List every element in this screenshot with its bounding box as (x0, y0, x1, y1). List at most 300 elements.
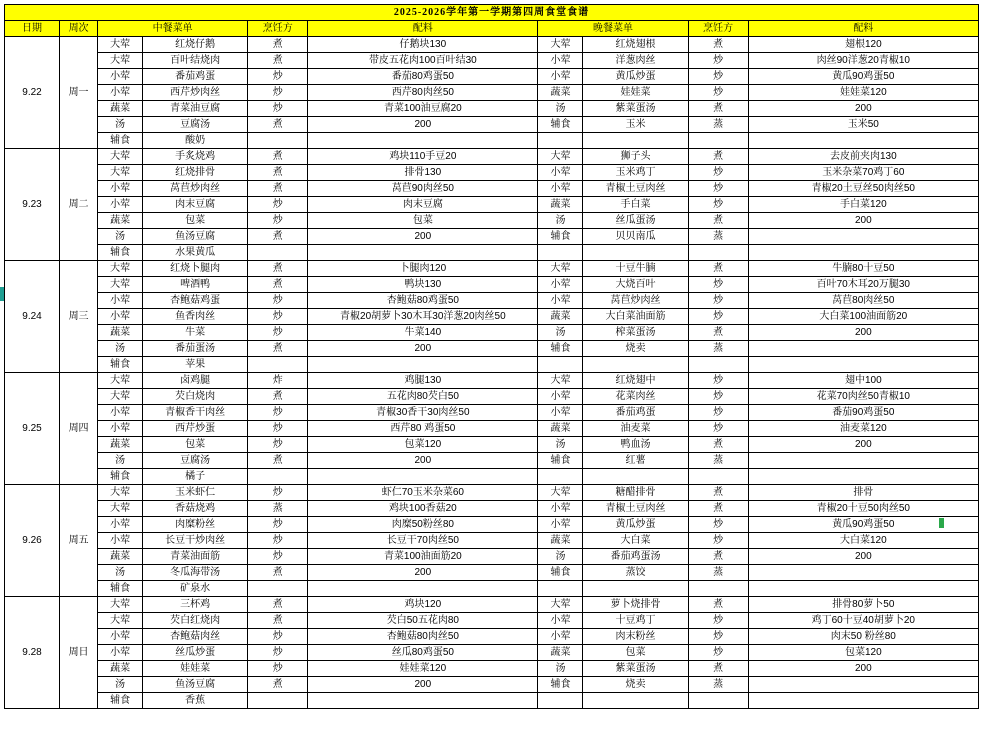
dinner-category-cell: 汤 (538, 661, 583, 677)
dinner-ingredients-cell: 牛腩80十豆50 (748, 261, 978, 277)
lunch-dish-cell: 红烧排骨 (143, 165, 248, 181)
table-row (5, 37, 979, 53)
lunch-cooking-method-cell: 煮 (248, 341, 308, 357)
lunch-cooking-method-cell: 煮 (248, 565, 308, 581)
table-row (5, 597, 979, 613)
dinner-ingredients-cell: 排骨 (748, 485, 978, 501)
dinner-ingredients-cell (748, 565, 978, 581)
dinner-dish-cell: 玉米鸡丁 (583, 165, 688, 181)
date-cell: 9.24 (5, 261, 60, 373)
lunch-category-cell: 汤 (98, 341, 143, 357)
dinner-cooking-method-cell: 炒 (688, 293, 748, 309)
lunch-cooking-method-cell: 煮 (248, 149, 308, 165)
lunch-cooking-method-cell: 煮 (248, 53, 308, 69)
lunch-category-cell: 蔬菜 (98, 549, 143, 565)
dinner-cooking-method-cell: 煮 (688, 437, 748, 453)
table-row (5, 101, 979, 117)
weekday-cell: 周一 (60, 37, 98, 149)
dinner-ingredients-cell: 翅中100 (748, 373, 978, 389)
date-cell: 9.23 (5, 149, 60, 261)
lunch-category-cell: 大荤 (98, 613, 143, 629)
lunch-ingredients-cell: 鸭块130 (308, 277, 538, 293)
lunch-category-cell: 大荤 (98, 373, 143, 389)
lunch-category-cell: 小荤 (98, 69, 143, 85)
dinner-cooking-method-cell: 炒 (688, 277, 748, 293)
date-cell: 9.28 (5, 597, 60, 709)
lunch-ingredients-cell: 娃娃菜120 (308, 661, 538, 677)
dinner-category-cell: 汤 (538, 101, 583, 117)
table-row (5, 677, 979, 693)
table-row (5, 181, 979, 197)
dinner-cooking-method-cell: 蒸 (688, 117, 748, 133)
lunch-category-cell: 小荤 (98, 533, 143, 549)
table-row (5, 149, 979, 165)
lunch-cooking-method-cell: 蒸 (248, 501, 308, 517)
dinner-cooking-method-cell: 炒 (688, 53, 748, 69)
dinner-dish-cell: 紫菜蛋汤 (583, 101, 688, 117)
dinner-category-cell: 辅食 (538, 453, 583, 469)
lunch-category-cell: 小荤 (98, 85, 143, 101)
lunch-category-cell: 大荤 (98, 261, 143, 277)
dinner-cooking-method-cell (688, 693, 748, 709)
lunch-category-cell: 汤 (98, 565, 143, 581)
dinner-cooking-method-cell: 炒 (688, 533, 748, 549)
table-row (5, 405, 979, 421)
dinner-ingredients-cell: 番茄90鸡蛋50 (748, 405, 978, 421)
dinner-cooking-method-cell: 煮 (688, 661, 748, 677)
menu-sheet (0, 4, 983, 734)
lunch-dish-cell: 番茄鸡蛋 (143, 69, 248, 85)
lunch-cooking-method-cell: 煮 (248, 677, 308, 693)
dinner-cooking-method-cell: 煮 (688, 37, 748, 53)
weekday-cell: 周四 (60, 373, 98, 485)
dinner-category-cell (538, 357, 583, 373)
dinner-category-cell: 蔬菜 (538, 645, 583, 661)
dinner-ingredients-cell: 花菜70肉丝50青椒10 (748, 389, 978, 405)
dinner-cooking-method-cell: 煮 (688, 213, 748, 229)
lunch-cooking-method-cell: 炒 (248, 405, 308, 421)
dinner-category-cell: 小荤 (538, 389, 583, 405)
lunch-cooking-method-cell: 炒 (248, 549, 308, 565)
dinner-dish-cell: 榨菜蛋汤 (583, 325, 688, 341)
dinner-dish-cell: 大白菜 (583, 533, 688, 549)
teal-row-marker (0, 287, 4, 301)
lunch-category-cell: 辅食 (98, 133, 143, 149)
dinner-cooking-method-cell: 炒 (688, 85, 748, 101)
dinner-dish-cell: 番茄鸡蛋汤 (583, 549, 688, 565)
lunch-cooking-method-cell: 煮 (248, 181, 308, 197)
dinner-category-cell: 大荤 (538, 149, 583, 165)
table-row (5, 229, 979, 245)
dinner-dish-cell: 萝卜烧排骨 (583, 597, 688, 613)
lunch-cooking-method-cell: 炒 (248, 69, 308, 85)
lunch-cooking-method-cell: 炒 (248, 101, 308, 117)
dinner-cooking-method-cell: 炒 (688, 517, 748, 533)
lunch-category-cell: 汤 (98, 229, 143, 245)
dinner-category-cell: 汤 (538, 325, 583, 341)
column-header: 烹饪方 (688, 21, 748, 37)
lunch-cooking-method-cell (248, 133, 308, 149)
dinner-dish-cell: 油麦菜 (583, 421, 688, 437)
table-row (5, 501, 979, 517)
lunch-cooking-method-cell: 炒 (248, 421, 308, 437)
lunch-ingredients-cell: 200 (308, 229, 538, 245)
date-cell: 9.26 (5, 485, 60, 597)
lunch-ingredients-cell: 青菜100油面筋20 (308, 549, 538, 565)
table-row (5, 213, 979, 229)
dinner-ingredients-cell (748, 677, 978, 693)
lunch-category-cell: 小荤 (98, 197, 143, 213)
dinner-cooking-method-cell: 蒸 (688, 341, 748, 357)
dinner-category-cell (538, 133, 583, 149)
dinner-dish-cell: 娃娃菜 (583, 85, 688, 101)
lunch-ingredients-cell: 200 (308, 341, 538, 357)
dinner-cooking-method-cell: 煮 (688, 549, 748, 565)
column-header: 配料 (308, 21, 538, 37)
lunch-dish-cell: 鱼汤豆腐 (143, 677, 248, 693)
lunch-dish-cell: 青椒香干肉丝 (143, 405, 248, 421)
dinner-cooking-method-cell (688, 133, 748, 149)
column-header: 周次 (60, 21, 98, 37)
lunch-ingredients-cell: 鸡块110手豆20 (308, 149, 538, 165)
lunch-ingredients-cell: 仔鹅块130 (308, 37, 538, 53)
lunch-dish-cell: 玉米虾仁 (143, 485, 248, 501)
dinner-ingredients-cell: 莴苣80肉丝50 (748, 293, 978, 309)
lunch-dish-cell: 杏鲍菇鸡蛋 (143, 293, 248, 309)
dinner-ingredients-cell: 大白菜100油面筋20 (748, 309, 978, 325)
dinner-dish-cell (583, 133, 688, 149)
dinner-category-cell: 蔬菜 (538, 197, 583, 213)
dinner-ingredients-cell: 黄瓜90鸡蛋50 (748, 517, 978, 533)
lunch-dish-cell: 矿泉水 (143, 581, 248, 597)
dinner-cooking-method-cell: 蒸 (688, 229, 748, 245)
lunch-cooking-method-cell (248, 693, 308, 709)
lunch-dish-cell: 酸奶 (143, 133, 248, 149)
lunch-category-cell: 蔬菜 (98, 213, 143, 229)
lunch-ingredients-cell: 莴苣90肉丝50 (308, 181, 538, 197)
lunch-dish-cell: 香菇烧鸡 (143, 501, 248, 517)
dinner-category-cell: 汤 (538, 437, 583, 453)
table-row (5, 277, 979, 293)
dinner-cooking-method-cell: 煮 (688, 101, 748, 117)
dinner-cooking-method-cell: 炒 (688, 69, 748, 85)
dinner-cooking-method-cell: 炒 (688, 309, 748, 325)
dinner-category-cell: 辅食 (538, 117, 583, 133)
table-row (5, 357, 979, 373)
table-row (5, 485, 979, 501)
dinner-cooking-method-cell (688, 469, 748, 485)
dinner-category-cell: 蔬菜 (538, 533, 583, 549)
lunch-category-cell: 辅食 (98, 245, 143, 261)
dinner-category-cell: 蔬菜 (538, 309, 583, 325)
table-row (5, 245, 979, 261)
dinner-ingredients-cell: 油麦菜120 (748, 421, 978, 437)
dinner-category-cell: 大荤 (538, 373, 583, 389)
dinner-cooking-method-cell: 煮 (688, 485, 748, 501)
table-row (5, 517, 979, 533)
green-cell-marker (939, 518, 944, 528)
lunch-ingredients-cell: 包菜120 (308, 437, 538, 453)
lunch-dish-cell: 包菜 (143, 437, 248, 453)
table-row (5, 661, 979, 677)
dinner-category-cell (538, 245, 583, 261)
dinner-category-cell: 汤 (538, 549, 583, 565)
lunch-cooking-method-cell: 煮 (248, 389, 308, 405)
dinner-ingredients-cell: 大白菜120 (748, 533, 978, 549)
lunch-dish-cell: 橘子 (143, 469, 248, 485)
lunch-category-cell: 汤 (98, 453, 143, 469)
lunch-category-cell: 大荤 (98, 149, 143, 165)
lunch-cooking-method-cell: 煮 (248, 165, 308, 181)
lunch-cooking-method-cell: 煮 (248, 613, 308, 629)
lunch-ingredients-cell (308, 469, 538, 485)
lunch-category-cell: 小荤 (98, 309, 143, 325)
dinner-ingredients-cell (748, 133, 978, 149)
dinner-dish-cell: 洋葱肉丝 (583, 53, 688, 69)
lunch-ingredients-cell (308, 357, 538, 373)
dinner-cooking-method-cell: 炒 (688, 613, 748, 629)
dinner-dish-cell: 十豆牛腩 (583, 261, 688, 277)
lunch-category-cell: 辅食 (98, 469, 143, 485)
lunch-cooking-method-cell (248, 245, 308, 261)
lunch-ingredients-cell: 卜腿肉120 (308, 261, 538, 277)
dinner-category-cell (538, 581, 583, 597)
dinner-ingredients-cell: 包菜120 (748, 645, 978, 661)
dinner-category-cell: 大荤 (538, 261, 583, 277)
date-cell: 9.25 (5, 373, 60, 485)
lunch-category-cell: 小荤 (98, 645, 143, 661)
lunch-category-cell: 小荤 (98, 629, 143, 645)
menu-table (4, 4, 979, 709)
dinner-ingredients-cell: 玉米50 (748, 117, 978, 133)
lunch-dish-cell: 长豆干炒肉丝 (143, 533, 248, 549)
lunch-ingredients-cell: 肉末豆腐 (308, 197, 538, 213)
dinner-dish-cell: 包菜 (583, 645, 688, 661)
table-row (5, 197, 979, 213)
lunch-dish-cell: 三杯鸡 (143, 597, 248, 613)
lunch-dish-cell: 卤鸡腿 (143, 373, 248, 389)
lunch-cooking-method-cell: 炒 (248, 309, 308, 325)
lunch-dish-cell: 鱼香肉丝 (143, 309, 248, 325)
lunch-ingredients-cell: 鸡块100香菇20 (308, 501, 538, 517)
lunch-dish-cell: 娃娃菜 (143, 661, 248, 677)
dinner-category-cell: 小荤 (538, 405, 583, 421)
lunch-ingredients-cell: 带皮五花肉100百叶结30 (308, 53, 538, 69)
dinner-category-cell: 辅食 (538, 565, 583, 581)
lunch-category-cell: 汤 (98, 117, 143, 133)
lunch-dish-cell: 肉末豆腐 (143, 197, 248, 213)
column-header: 配料 (748, 21, 978, 37)
table-row (5, 133, 979, 149)
dinner-dish-cell (583, 357, 688, 373)
dinner-ingredients-cell: 玉米杂菜70鸡丁60 (748, 165, 978, 181)
lunch-dish-cell: 青菜油豆腐 (143, 101, 248, 117)
dinner-category-cell: 小荤 (538, 293, 583, 309)
lunch-category-cell: 大荤 (98, 165, 143, 181)
dinner-category-cell: 小荤 (538, 53, 583, 69)
column-header: 中餐菜单 (98, 21, 248, 37)
table-row (5, 53, 979, 69)
dinner-dish-cell: 红烧翅根 (583, 37, 688, 53)
lunch-dish-cell: 芡白红烧肉 (143, 613, 248, 629)
lunch-category-cell: 蔬菜 (98, 325, 143, 341)
dinner-ingredients-cell: 200 (748, 325, 978, 341)
lunch-ingredients-cell: 鸡腿130 (308, 373, 538, 389)
lunch-cooking-method-cell: 炒 (248, 533, 308, 549)
lunch-cooking-method-cell: 煮 (248, 277, 308, 293)
dinner-cooking-method-cell: 炒 (688, 405, 748, 421)
lunch-cooking-method-cell: 炒 (248, 661, 308, 677)
lunch-category-cell: 辅食 (98, 357, 143, 373)
lunch-ingredients-cell (308, 693, 538, 709)
dinner-dish-cell: 贝贝南瓜 (583, 229, 688, 245)
dinner-dish-cell: 莴苣炒肉丝 (583, 293, 688, 309)
table-row (5, 565, 979, 581)
dinner-ingredients-cell: 肉末50 粉丝80 (748, 629, 978, 645)
column-header: 晚餐菜单 (538, 21, 688, 37)
dinner-cooking-method-cell: 炒 (688, 373, 748, 389)
dinner-ingredients-cell: 青椒20十豆50肉丝50 (748, 501, 978, 517)
dinner-category-cell: 小荤 (538, 501, 583, 517)
dinner-category-cell: 蔬菜 (538, 421, 583, 437)
dinner-category-cell: 小荤 (538, 629, 583, 645)
lunch-ingredients-cell: 200 (308, 117, 538, 133)
lunch-cooking-method-cell: 炒 (248, 645, 308, 661)
dinner-cooking-method-cell (688, 357, 748, 373)
lunch-ingredients-cell (308, 581, 538, 597)
lunch-cooking-method-cell: 炒 (248, 293, 308, 309)
lunch-ingredients-cell: 青椒30香干30肉丝50 (308, 405, 538, 421)
dinner-cooking-method-cell: 煮 (688, 501, 748, 517)
lunch-ingredients-cell (308, 133, 538, 149)
lunch-category-cell: 辅食 (98, 693, 143, 709)
lunch-ingredients-cell: 杏鲍菇80肉丝50 (308, 629, 538, 645)
lunch-ingredients-cell: 芡白50五花肉80 (308, 613, 538, 629)
dinner-category-cell: 辅食 (538, 229, 583, 245)
weekday-cell: 周二 (60, 149, 98, 261)
dinner-category-cell: 汤 (538, 213, 583, 229)
dinner-ingredients-cell (748, 469, 978, 485)
dinner-dish-cell: 蒸饺 (583, 565, 688, 581)
table-row (5, 533, 979, 549)
table-row (5, 261, 979, 277)
lunch-ingredients-cell: 排骨130 (308, 165, 538, 181)
dinner-ingredients-cell (748, 357, 978, 373)
lunch-dish-cell: 番茄蛋汤 (143, 341, 248, 357)
dinner-category-cell: 大荤 (538, 597, 583, 613)
dinner-ingredients-cell: 去皮前夹肉130 (748, 149, 978, 165)
lunch-category-cell: 汤 (98, 677, 143, 693)
dinner-dish-cell (583, 245, 688, 261)
dinner-dish-cell: 红薯 (583, 453, 688, 469)
dinner-cooking-method-cell: 煮 (688, 597, 748, 613)
title-row (5, 5, 979, 21)
lunch-dish-cell: 豆腐汤 (143, 453, 248, 469)
lunch-dish-cell: 百叶结烧肉 (143, 53, 248, 69)
dinner-dish-cell (583, 581, 688, 597)
table-row (5, 549, 979, 565)
lunch-dish-cell: 手炙烧鸡 (143, 149, 248, 165)
lunch-cooking-method-cell: 炒 (248, 213, 308, 229)
table-row (5, 693, 979, 709)
dinner-dish-cell: 大烧百叶 (583, 277, 688, 293)
dinner-dish-cell: 烧卖 (583, 341, 688, 357)
dinner-cooking-method-cell: 炒 (688, 197, 748, 213)
dinner-dish-cell: 烧卖 (583, 677, 688, 693)
dinner-category-cell: 小荤 (538, 517, 583, 533)
dinner-dish-cell: 玉米 (583, 117, 688, 133)
dinner-cooking-method-cell (688, 245, 748, 261)
dinner-dish-cell (583, 693, 688, 709)
dinner-ingredients-cell: 200 (748, 661, 978, 677)
table-row (5, 341, 979, 357)
header-row (5, 21, 979, 37)
lunch-category-cell: 蔬菜 (98, 661, 143, 677)
lunch-category-cell: 大荤 (98, 485, 143, 501)
lunch-cooking-method-cell: 煮 (248, 597, 308, 613)
dinner-ingredients-cell (748, 453, 978, 469)
dinner-ingredients-cell: 百叶70木耳20万腿30 (748, 277, 978, 293)
dinner-ingredients-cell (748, 341, 978, 357)
lunch-ingredients-cell: 西芹80 鸡蛋50 (308, 421, 538, 437)
lunch-dish-cell: 青菜油面筋 (143, 549, 248, 565)
dinner-cooking-method-cell: 蒸 (688, 453, 748, 469)
dinner-category-cell: 辅食 (538, 677, 583, 693)
lunch-dish-cell: 冬瓜海带汤 (143, 565, 248, 581)
dinner-dish-cell: 紫菜蛋汤 (583, 661, 688, 677)
dinner-dish-cell: 黄瓜炒蛋 (583, 517, 688, 533)
lunch-cooking-method-cell: 炒 (248, 517, 308, 533)
lunch-category-cell: 蔬菜 (98, 101, 143, 117)
table-row (5, 85, 979, 101)
lunch-dish-cell: 水果黄瓜 (143, 245, 248, 261)
dinner-category-cell: 小荤 (538, 69, 583, 85)
lunch-ingredients-cell: 西芹80肉丝50 (308, 85, 538, 101)
dinner-cooking-method-cell: 炒 (688, 165, 748, 181)
lunch-category-cell: 大荤 (98, 501, 143, 517)
column-header: 烹饪方 (248, 21, 308, 37)
dinner-cooking-method-cell: 煮 (688, 261, 748, 277)
table-row (5, 469, 979, 485)
lunch-category-cell: 大荤 (98, 53, 143, 69)
dinner-category-cell: 大荤 (538, 485, 583, 501)
lunch-ingredients-cell: 长豆干70肉丝50 (308, 533, 538, 549)
dinner-dish-cell: 大白菜油面筋 (583, 309, 688, 325)
dinner-category-cell: 小荤 (538, 165, 583, 181)
dinner-cooking-method-cell: 蒸 (688, 677, 748, 693)
lunch-cooking-method-cell: 炸 (248, 373, 308, 389)
lunch-dish-cell: 莴苣炒肉丝 (143, 181, 248, 197)
table-row (5, 293, 979, 309)
dinner-dish-cell: 丝瓜蛋汤 (583, 213, 688, 229)
table-row (5, 69, 979, 85)
dinner-cooking-method-cell: 煮 (688, 325, 748, 341)
lunch-ingredients-cell: 包菜 (308, 213, 538, 229)
lunch-cooking-method-cell: 煮 (248, 261, 308, 277)
lunch-category-cell: 小荤 (98, 421, 143, 437)
weekday-cell: 周五 (60, 485, 98, 597)
lunch-ingredients-cell: 青菜100油豆腐20 (308, 101, 538, 117)
table-row (5, 117, 979, 133)
dinner-dish-cell: 青椒土豆肉丝 (583, 181, 688, 197)
dinner-dish-cell: 十豆鸡丁 (583, 613, 688, 629)
lunch-dish-cell: 肉糜粉丝 (143, 517, 248, 533)
lunch-cooking-method-cell (248, 357, 308, 373)
dinner-dish-cell: 红烧翅中 (583, 373, 688, 389)
dinner-cooking-method-cell: 炒 (688, 645, 748, 661)
lunch-dish-cell: 豆腐汤 (143, 117, 248, 133)
lunch-dish-cell: 丝瓜炒蛋 (143, 645, 248, 661)
